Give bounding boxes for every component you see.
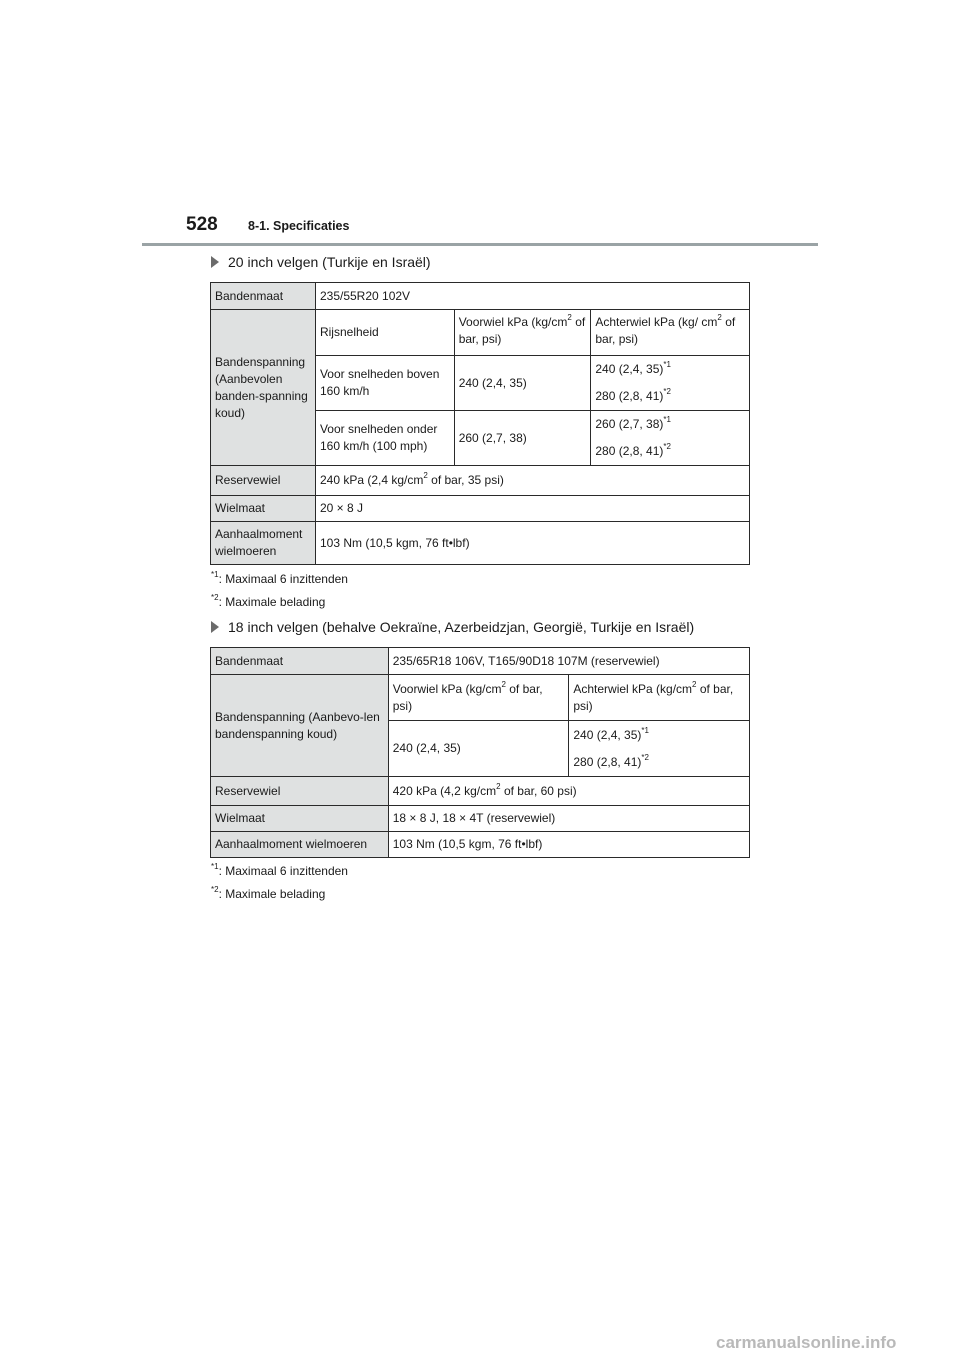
subhead-20-inch-text: 20 inch velgen (Turkije en Israël) xyxy=(228,254,431,270)
torque-label: Aanhaalmoment wielmoeren xyxy=(211,832,389,858)
page-number: 528 xyxy=(186,214,218,235)
spare-label: Reservewiel xyxy=(211,777,389,806)
spare-label: Reservewiel xyxy=(211,466,316,496)
torque-label: Aanhaalmoment wielmoeren xyxy=(211,522,316,565)
torque-value: 103 Nm (10,5 kgm, 76 ft•lbf) xyxy=(388,832,749,858)
triangle-bullet-icon xyxy=(211,621,219,633)
wheel-size-label: Wielmaat xyxy=(211,806,389,832)
row-front: 240 (2,4, 35) xyxy=(388,721,569,777)
tire-size-value: 235/55R20 102V xyxy=(315,283,749,310)
wheel-size-value: 18 × 8 J, 18 × 4T (reservewiel) xyxy=(388,806,749,832)
torque-value: 103 Nm (10,5 kgm, 76 ft•lbf) xyxy=(315,522,749,565)
row2-rear: 260 (2,7, 38)$^{*1}$ 280 (2,8, 41)$^{*2}$ xyxy=(591,411,750,466)
section-title: 8-1. Specificaties xyxy=(248,219,350,233)
col-rear: Achterwiel kPa ($kg/cm^2$ of bar, psi) xyxy=(569,675,750,721)
subhead-18-inch xyxy=(211,619,694,635)
pressure-label: Bandenspanning (Aanbevolen banden-spanning koud) xyxy=(211,310,316,466)
footnote-2: $^{*2}$: Maximale belading xyxy=(211,593,326,609)
col-speed: Rijsnelheid xyxy=(315,310,454,356)
tire-size-value: 235/65R18 106V, T165/90D18 107M (reservewiel) xyxy=(388,648,749,675)
row1-speed: Voor snelheden boven 160 km/h xyxy=(315,356,454,411)
footnote-1: $^{*1}$: Maximaal 6 inzittenden xyxy=(211,570,348,586)
footnote-2b: $^{*2}$: Maximale belading xyxy=(211,885,326,901)
subhead-18-inch-text: 18 inch velgen (behalve Oekraïne, Azerbeidzjan, Georgië, Turkije en Israël) xyxy=(228,619,695,635)
row1-front: 240 (2,4, 35) xyxy=(454,356,591,411)
spare-value: 240 kPa (2,4 $kg/cm^2$ of bar, 35 psi) xyxy=(315,466,749,496)
col-front: Voorwiel kPa ($kg/cm^2$ of bar, psi) xyxy=(388,675,569,721)
row2-speed: Voor snelheden onder 160 km/h (100 mph) xyxy=(315,411,454,466)
pressure-label: Bandenspanning (Aanbevo-len bandenspanning koud) xyxy=(211,675,389,777)
row2-front: 260 (2,7, 38) xyxy=(454,411,591,466)
row1-rear: 240 (2,4, 35)$^{*1}$ 280 (2,8, 41)$^{*2}$ xyxy=(591,356,750,411)
col-front: Voorwiel kPa ($kg/cm^2$ of bar, psi) xyxy=(454,310,591,356)
footnote-1b: $^{*1}$: Maximaal 6 inzittenden xyxy=(211,862,348,878)
wheel-size-value: 20 × 8 J xyxy=(315,496,749,522)
subhead-20-inch xyxy=(211,254,431,270)
watermark: carmanualsonline.info xyxy=(716,1333,897,1352)
spare-value: 420 kPa (4,2 $kg/cm^2$ of bar, 60 psi) xyxy=(388,777,749,806)
col-rear: Achterwiel kPa (kg/ $cm^2$ of bar, psi) xyxy=(591,310,750,356)
tire-table-18-inch xyxy=(210,647,750,858)
tire-size-label: Bandenmaat xyxy=(211,648,389,675)
tire-table-20-inch xyxy=(210,282,750,565)
tire-size-label: Bandenmaat xyxy=(211,283,316,310)
header-rule xyxy=(142,243,818,246)
triangle-bullet-icon xyxy=(211,256,219,268)
wheel-size-label: Wielmaat xyxy=(211,496,316,522)
row-rear: 240 (2,4, 35)$^{*1}$ 280 (2,8, 41)$^{*2}$ xyxy=(569,721,750,777)
